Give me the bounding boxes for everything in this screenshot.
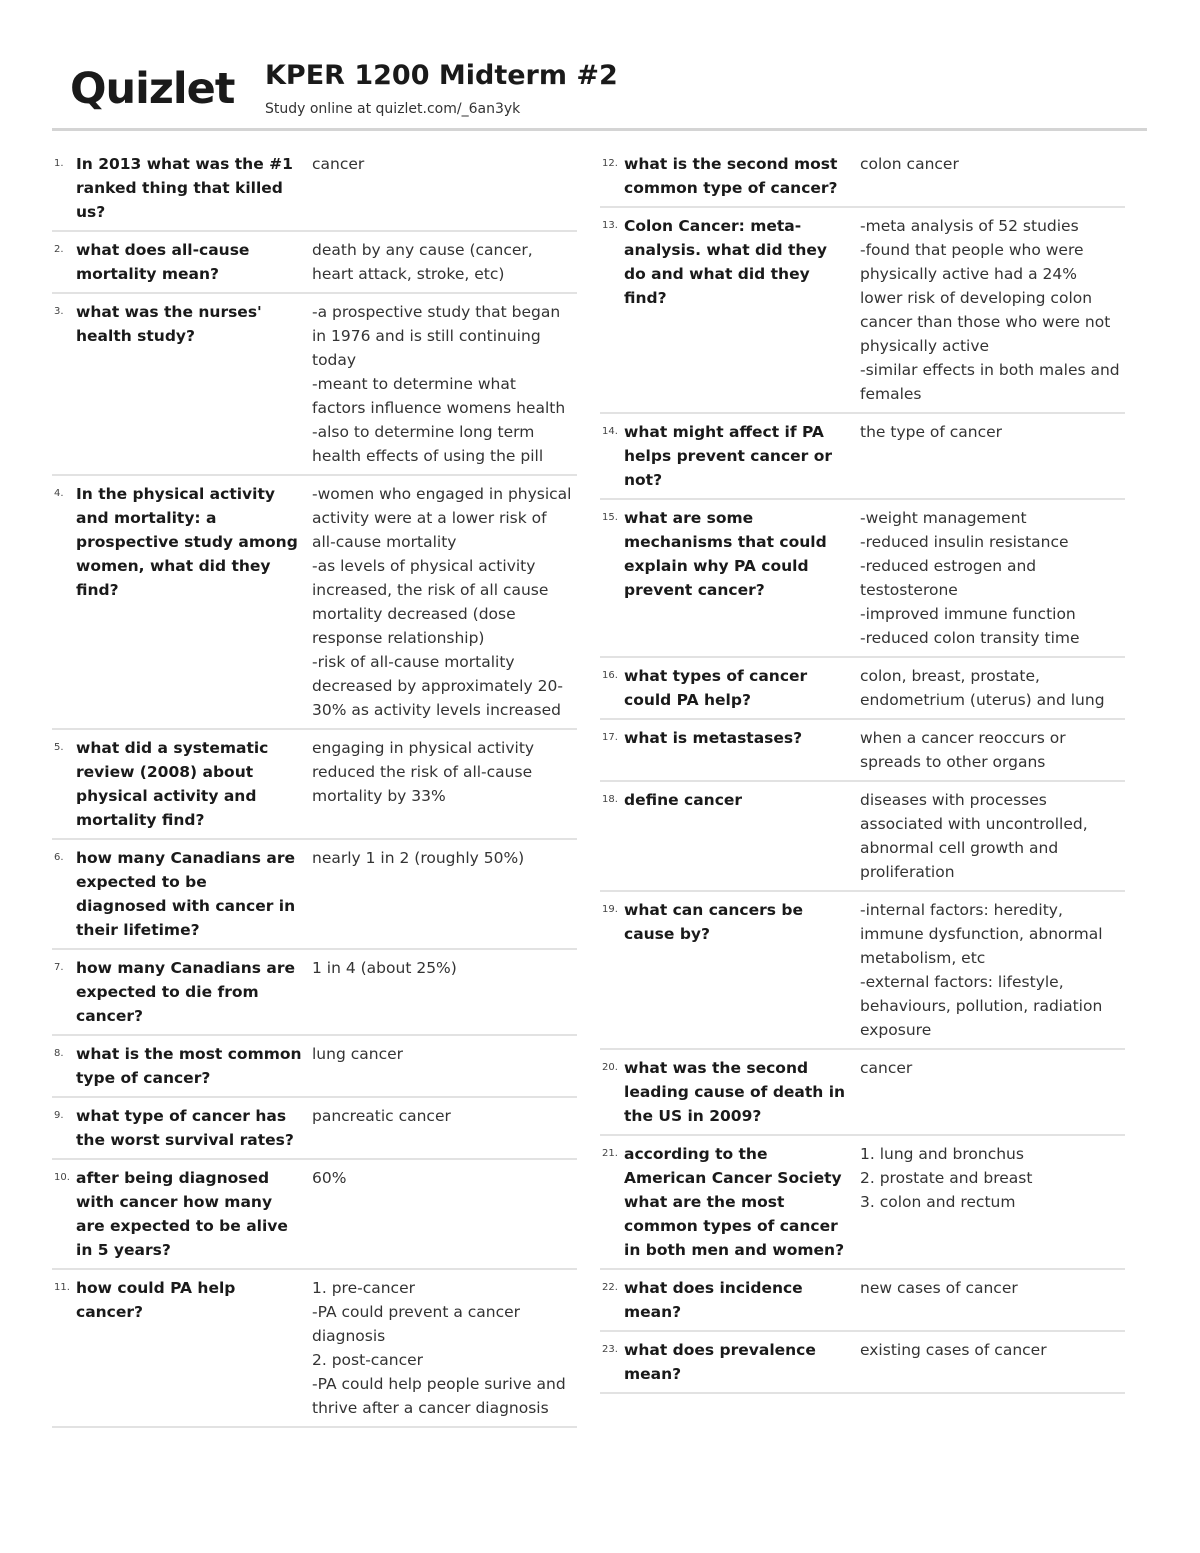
card-term: how many Canadians are expected to die from cancer? [76, 959, 296, 1025]
quizlet-logo: Quizlet [70, 64, 235, 114]
card-number: 23. [602, 1344, 618, 1355]
card-number: 16. [602, 670, 618, 681]
card-term: how many Canadians are expected to be diagnosed with cancer in their lifetime? [76, 849, 296, 939]
page-header [0, 0, 1200, 140]
card-number: 15. [602, 512, 618, 523]
card-number: 22. [602, 1282, 618, 1293]
card-definition: 1. pre-cancer -PA could prevent a cancer diagnosis 2. post-cancer -PA could help people surive and thrive after a cancer diagnosis [312, 1279, 566, 1417]
card-term: what was the nurses' health study? [76, 303, 262, 345]
card-term: what types of cancer could PA help? [624, 667, 808, 709]
card-number: 10. [54, 1172, 70, 1183]
flashcard-row [600, 414, 1125, 500]
left-column [52, 146, 577, 1428]
flashcard-row [600, 146, 1125, 208]
card-definition: -women who engaged in physical activity were at a lower risk of all-cause mortality -as levels of physical activity increased, the risk of all cause mortality decreased (dose response relationship) -risk of all-cause mortality decreased by approximately 20-30% as activity levels increased [312, 485, 572, 719]
card-term: what did a systematic review (2008) about physical activity and mortality find? [76, 739, 269, 829]
card-term: define cancer [624, 791, 743, 809]
card-number: 7. [54, 962, 64, 973]
card-definition: -meta analysis of 52 studies -found that people who were physically active had a 24% lower risk of developing colon cancer than those who were not physically active -similar effects in both males and females [860, 217, 1120, 403]
card-definition: death by any cause (cancer, heart attack, stroke, etc) [312, 241, 533, 283]
right-column [600, 146, 1125, 1394]
card-term: In 2013 what was the #1 ranked thing that killed us? [76, 155, 293, 221]
card-definition: cancer [860, 1059, 913, 1077]
flashcard-row [52, 146, 577, 232]
card-definition: -weight management -reduced insulin resistance -reduced estrogen and testosterone -improved immune function -reduced colon transity time [860, 509, 1080, 647]
card-number: 9. [54, 1110, 64, 1121]
card-term: what are some mechanisms that could explain why PA could prevent cancer? [624, 509, 827, 599]
flashcard-row [600, 782, 1125, 892]
card-definition: nearly 1 in 2 (roughly 50%) [312, 849, 525, 867]
card-term: what was the second leading cause of death in the US in 2009? [624, 1059, 846, 1125]
card-definition: the type of cancer [860, 423, 1003, 441]
flashcard-row [600, 892, 1125, 1050]
card-definition: 1. lung and bronchus 2. prostate and breast 3. colon and rectum [860, 1145, 1033, 1211]
card-definition: pancreatic cancer [312, 1107, 451, 1125]
flashcard-row [52, 950, 577, 1036]
card-number: 4. [54, 488, 64, 499]
page-title: KPER 1200 Midterm #2 [265, 60, 618, 91]
flashcard-row [600, 208, 1125, 414]
flashcard-row [600, 658, 1125, 720]
card-definition: -internal factors: heredity, immune dysfunction, abnormal metabolism, etc -external factors: lifestyle, behaviours, pollution, radiation exposure [860, 901, 1103, 1039]
card-definition: 1 in 4 (about 25%) [312, 959, 457, 977]
card-number: 20. [602, 1062, 618, 1073]
card-number: 5. [54, 742, 64, 753]
flashcard-row [52, 1270, 577, 1428]
card-term: In the physical activity and mortality: a prospective study among women, what did they find? [76, 485, 298, 599]
flashcard-row [52, 232, 577, 294]
flashcard-row [52, 1036, 577, 1098]
flashcard-row [600, 1270, 1125, 1332]
card-definition: 60% [312, 1169, 347, 1187]
card-term: after being diagnosed with cancer how many are expected to be alive in 5 years? [76, 1169, 288, 1259]
card-term: what is the most common type of cancer? [76, 1045, 302, 1087]
card-number: 1. [54, 158, 64, 169]
card-term: Colon Cancer: meta-analysis. what did they do and what did they find? [624, 217, 827, 307]
card-definition: colon, breast, prostate, endometrium (uterus) and lung [860, 667, 1105, 709]
card-definition: diseases with processes associated with uncontrolled, abnormal cell growth and proliferation [860, 791, 1088, 881]
card-number: 19. [602, 904, 618, 915]
card-term: what does incidence mean? [624, 1279, 803, 1321]
card-definition: colon cancer [860, 155, 959, 173]
card-number: 18. [602, 794, 618, 805]
card-number: 8. [54, 1048, 64, 1059]
card-number: 14. [602, 426, 618, 437]
flashcard-row [52, 840, 577, 950]
card-number: 13. [602, 220, 618, 231]
header-divider [52, 128, 1147, 131]
card-definition: when a cancer reoccurs or spreads to other organs [860, 729, 1066, 771]
flashcard-row [52, 1098, 577, 1160]
card-number: 6. [54, 852, 64, 863]
flashcard-row [600, 1332, 1125, 1394]
card-number: 2. [54, 244, 64, 255]
card-number: 17. [602, 732, 618, 743]
card-term: what is the second most common type of cancer? [624, 155, 838, 197]
flashcard-row [600, 720, 1125, 782]
card-term: what does all-cause mortality mean? [76, 241, 250, 283]
flashcard-row [52, 730, 577, 840]
flashcard-row [52, 1160, 577, 1270]
card-number: 3. [54, 306, 64, 317]
card-term: what does prevalence mean? [624, 1341, 816, 1383]
card-definition: cancer [312, 155, 365, 173]
card-number: 11. [54, 1282, 70, 1293]
card-number: 21. [602, 1148, 618, 1159]
card-term: what is metastases? [624, 729, 803, 747]
card-definition: engaging in physical activity reduced the risk of all-cause mortality by 33% [312, 739, 535, 805]
flashcard-row [52, 476, 577, 730]
card-definition: new cases of cancer [860, 1279, 1018, 1297]
card-number: 12. [602, 158, 618, 169]
flashcard-row [52, 294, 577, 476]
flashcard-row [600, 1050, 1125, 1136]
flashcard-row [600, 500, 1125, 658]
flashcard-row [600, 1136, 1125, 1270]
card-term: according to the American Cancer Society what are the most common types of cancer in both men and women? [624, 1145, 845, 1259]
card-definition: -a prospective study that began in 1976 and is still continuing today -meant to determine what factors influence womens health -also to determine long term health effects of using the pill [312, 303, 566, 465]
card-definition: lung cancer [312, 1045, 403, 1063]
card-definition: existing cases of cancer [860, 1341, 1047, 1359]
study-url-line: Study online at quizlet.com/_6an3yk [265, 101, 521, 117]
card-term: what might affect if PA helps prevent cancer or not? [624, 423, 833, 489]
card-term: what type of cancer has the worst survival rates? [76, 1107, 294, 1149]
card-term: what can cancers be cause by? [624, 901, 803, 943]
card-term: how could PA help cancer? [76, 1279, 236, 1321]
